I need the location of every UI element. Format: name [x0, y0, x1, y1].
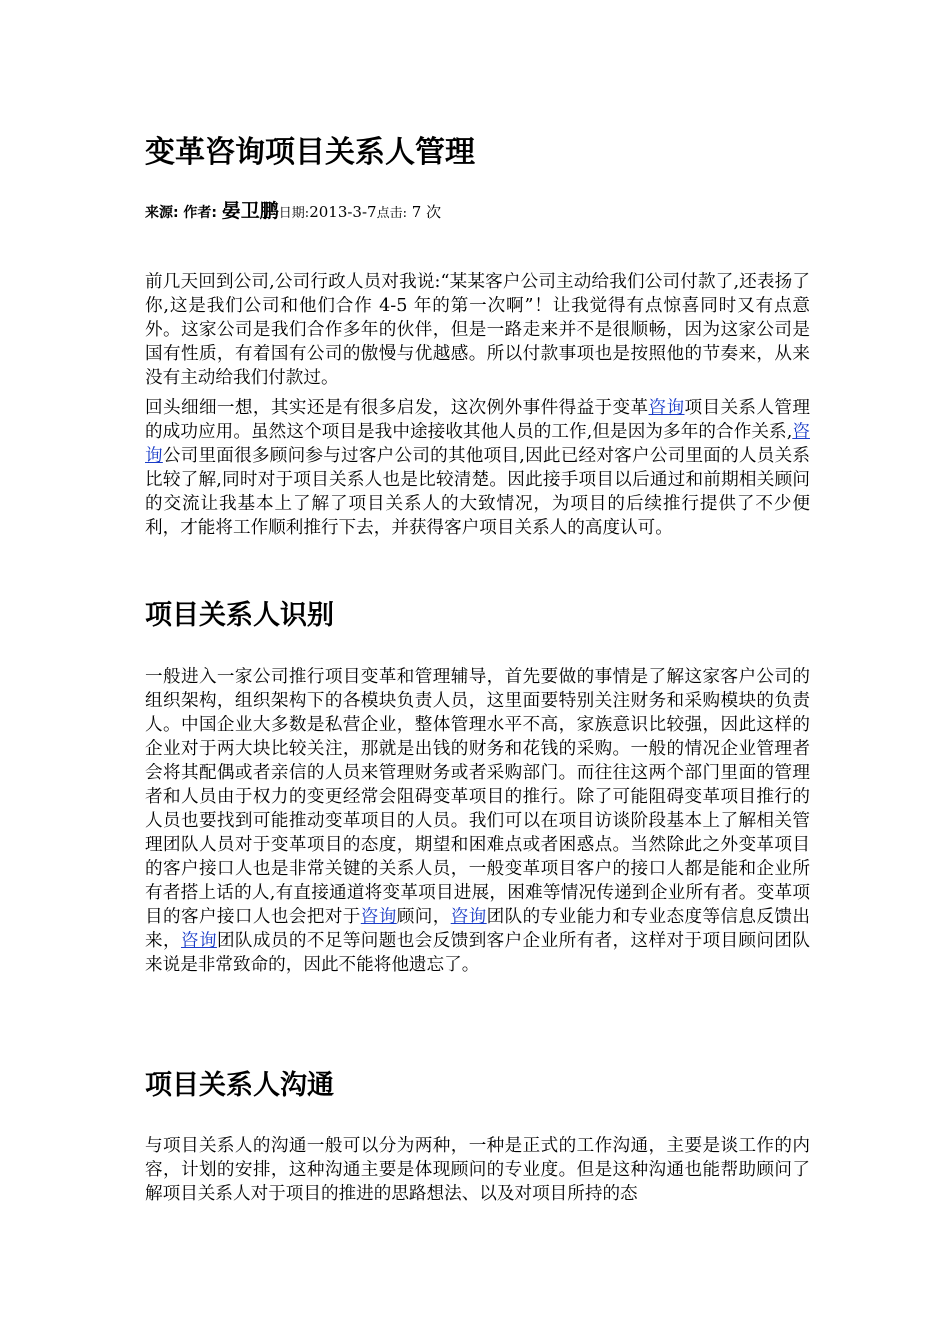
intro-text-a: 回头细细一想，其实还是有很多启发，这次例外事件得益于变革	[145, 398, 649, 418]
identification-text-d: 团队成员的不足等问题也会反馈到客户企业所有者，这样对于项目顾问团队来说是非常致命的，因此不能将他遗忘了。	[145, 931, 810, 975]
communication-paragraph: 与项目关系人的沟通一般可以分为两种，一种是正式的工作沟通，主要是谈工作的内容，计划的安排，这种沟通主要是体现顾问的专业度。但是这种沟通也能帮助顾问了解项目关系人对于项目的推进的思路想法、以及对项目所持的态	[145, 1136, 810, 1204]
section-heading-identification: 项目关系人识别	[145, 600, 334, 631]
intro-text-b: 项目关系人管理的成功应用。虽然这个项目是我中途接收其他人员的工作,但是因为多年的合作关系,	[145, 398, 810, 442]
identification-text-c: 团队的专业能力和专业态度等信息反馈出来，	[145, 907, 810, 951]
consulting-link[interactable]: 咨询	[648, 398, 685, 418]
identification-text-b: 顾问，	[396, 907, 451, 927]
date-label: 日期:	[278, 206, 310, 221]
author-name: 晏卫鹏	[221, 200, 279, 222]
identification-paragraph	[145, 665, 810, 977]
source-label: 来源:	[145, 205, 179, 221]
article-title: 变革咨询项目关系人管理	[145, 135, 475, 170]
identification-text-a: 一般进入一家公司推行项目变革和管理辅导，首先要做的事情是了解这家客户公司的组织架构，组织架构下的各模块负责人员，这里面要特别关注财务和采购模块的负责人。中国企业大多数是私营企业，整体管理水平不高，家族意识比较强，因此这样的企业对于两大块比较关注，那就是出钱的财务和花钱的采购。一般的情况企业管理者会将其配偶或者亲信的人员来管理财务或者采购部门。而往往这两个部门里面的管理者和人员由于权力的变更经常会阻碍变革项目的推行。除了可能阻碍变革项目推行的人员也要找到可能推动变革项目的人员。我们可以在项目访谈阶段基本上了解相关管理团队人员对于变革项目的态度，期望和困难点或者困惑点。当然除此之外变革项目的客户接口人也是非常关键的关系人员，一般变革项目客户的接口人都是能和企业所有者搭上话的人,有直接通道将变革项目进展，困难等情况传递到企业所有者。变革项目的客户接口人也会把对于	[145, 667, 810, 927]
section-heading-communication: 项目关系人沟通	[145, 1070, 334, 1101]
intro-paragraph-2	[145, 396, 810, 540]
publish-date: 2013-3-7	[309, 203, 377, 221]
consulting-link[interactable]: 咨询	[360, 907, 397, 927]
consulting-link[interactable]: 咨询	[145, 422, 810, 466]
article-meta	[145, 199, 441, 226]
intro-text-c: 公司里面很多顾问参与过客户公司的其他项目,因此已经对客户公司里面的人员关系比较了解,同时对于项目关系人也是比较清楚。因此接手项目以后通过和前期相关顾问的交流让我基本上了解了项目关系人的大致情况，为项目的后续推行提供了不少便利，才能将工作顺利推行下去，并获得客户项目关系人的高度认可。	[145, 446, 810, 538]
author-label: 作者:	[183, 205, 217, 221]
clicks-label: 点击:	[376, 206, 407, 221]
consulting-link[interactable]: 咨询	[180, 931, 217, 951]
consulting-link[interactable]: 咨询	[450, 907, 487, 927]
intro-paragraph-1: 前几天回到公司,公司行政人员对我说:“某某客户公司主动给我们公司付款了,还表扬了你,这是我们公司和他们合作 4-5 年的第一次啊”！让我觉得有点惊喜同时又有点意外。这家公司是我们合作多年的伙伴，但是一路走来并不是很顺畅，因为这家公司是国有性质，有着国有公司的傲慢与优越感。所以付款事项也是按照他的节奏来，从来没有主动给我们付款过。	[145, 272, 810, 388]
click-count: 7 次	[411, 203, 442, 221]
